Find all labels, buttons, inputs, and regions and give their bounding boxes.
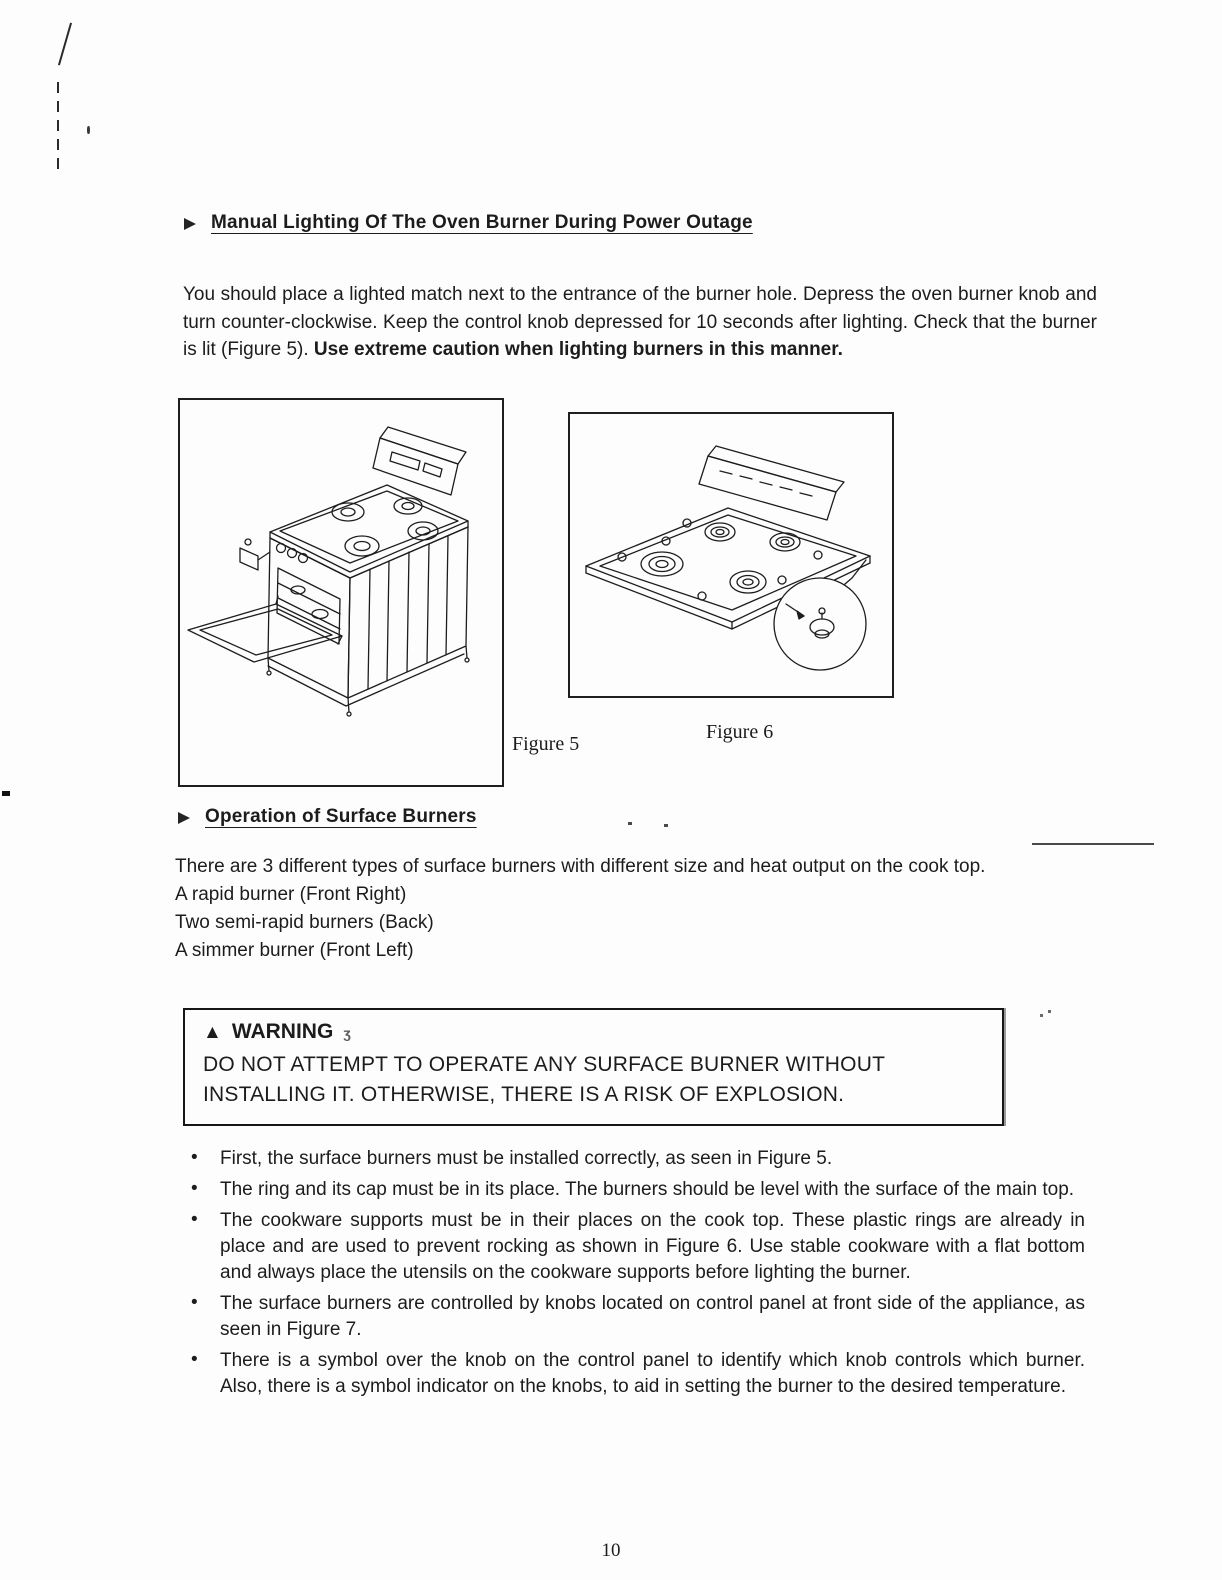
figure5-box bbox=[178, 398, 504, 787]
scan-artifact bbox=[664, 824, 668, 827]
heading-text: Manual Lighting Of The Oven Burner During Power Outage bbox=[211, 212, 753, 233]
instruction-bullet-list bbox=[183, 1146, 1085, 1405]
list-item-text: The ring and its cap must be in its place. The burners should be level with the surface of the main top. bbox=[220, 1179, 1075, 1200]
warning-suffix-mark: ʒ bbox=[343, 1025, 351, 1041]
figure6-caption: Figure 6 bbox=[706, 721, 774, 743]
bullet-icon: • bbox=[191, 1147, 198, 1168]
page-number: 10 bbox=[601, 1540, 621, 1561]
list-item bbox=[183, 1177, 1085, 1203]
scan-artifact bbox=[628, 822, 632, 825]
paragraph-bold-text: Use extreme caution when lighting burners in this manner. bbox=[313, 339, 843, 360]
burner-type-line: A rapid burner (Front Right) bbox=[175, 884, 407, 905]
list-item bbox=[183, 1146, 1085, 1172]
list-item bbox=[183, 1348, 1085, 1400]
list-item-text: The surface burners are controlled by knobs located on control panel at front side of the appliance, as seen in Figure 7. bbox=[220, 1293, 1085, 1340]
figure6-box bbox=[568, 412, 894, 698]
bullet-icon: • bbox=[191, 1349, 198, 1370]
warning-box bbox=[183, 1008, 1004, 1126]
list-item-text: There is a symbol over the knob on the control panel to identify which knob controls which burner. Also, there is a symbol indicator on the knobs, to aid in setting the burner to the desired temperature. bbox=[220, 1350, 1085, 1397]
warning-label: WARNING bbox=[231, 1020, 334, 1043]
list-item bbox=[183, 1291, 1085, 1343]
figure5-stove-drawing bbox=[180, 400, 502, 785]
list-item-text: First, the surface burners must be installed correctly, as seen in Figure 5. bbox=[220, 1148, 833, 1169]
burner-type-line: A simmer burner (Front Left) bbox=[175, 940, 414, 961]
bullet-icon: • bbox=[191, 1209, 198, 1230]
section-heading-manual-lighting bbox=[184, 212, 753, 234]
intro-paragraph: There are 3 different types of surface burners with different size and heat output on the cook top. bbox=[175, 856, 986, 877]
figure6-cooktop-drawing bbox=[570, 414, 892, 696]
heading-text: Operation of Surface Burners bbox=[205, 806, 477, 827]
scan-artifact bbox=[1048, 1010, 1051, 1013]
figure5-caption: Figure 5 bbox=[512, 733, 580, 755]
burner-type-line: Two semi-rapid burners (Back) bbox=[175, 912, 434, 933]
scan-artifact bbox=[1040, 1014, 1043, 1017]
scan-artifact bbox=[87, 126, 90, 134]
scan-artifact bbox=[2, 791, 10, 796]
bullet-icon: • bbox=[191, 1292, 198, 1313]
arrow-bullet-icon bbox=[184, 218, 196, 230]
manual-lighting-paragraph bbox=[183, 281, 1097, 364]
warning-title bbox=[203, 1020, 984, 1044]
warning-text: DO NOT ATTEMPT TO OPERATE ANY SURFACE BURNER WITHOUT INSTALLING IT. OTHERWISE, THERE IS A RISK OF EXPLOSION. bbox=[203, 1053, 885, 1106]
scan-artifact bbox=[57, 82, 59, 172]
scan-artifact bbox=[1032, 843, 1154, 845]
bullet-icon: • bbox=[191, 1178, 198, 1199]
list-item bbox=[183, 1208, 1085, 1286]
section-heading-surface-burners bbox=[178, 806, 477, 828]
scan-artifact bbox=[58, 23, 72, 66]
paragraph-text: You should place a lighted match next to the entrance of the burner hole. Depress the oven burner knob and turn counter-clockwise. Keep the control knob depressed for 10 seconds after lighting. Check that the burner is lit (Figure 5). bbox=[183, 284, 1097, 360]
surface-burners-intro bbox=[175, 853, 1023, 965]
list-item-text: The cookware supports must be in their places on the cook top. These plastic rings are already in place and are used to prevent rocking as shown in Figure 6. Use stable cookware with a flat bottom and always place the utensils on the cookware supports before lighting the burner. bbox=[220, 1210, 1085, 1283]
warning-triangle-icon: ▲ bbox=[203, 1022, 222, 1043]
arrow-bullet-icon bbox=[178, 812, 190, 824]
